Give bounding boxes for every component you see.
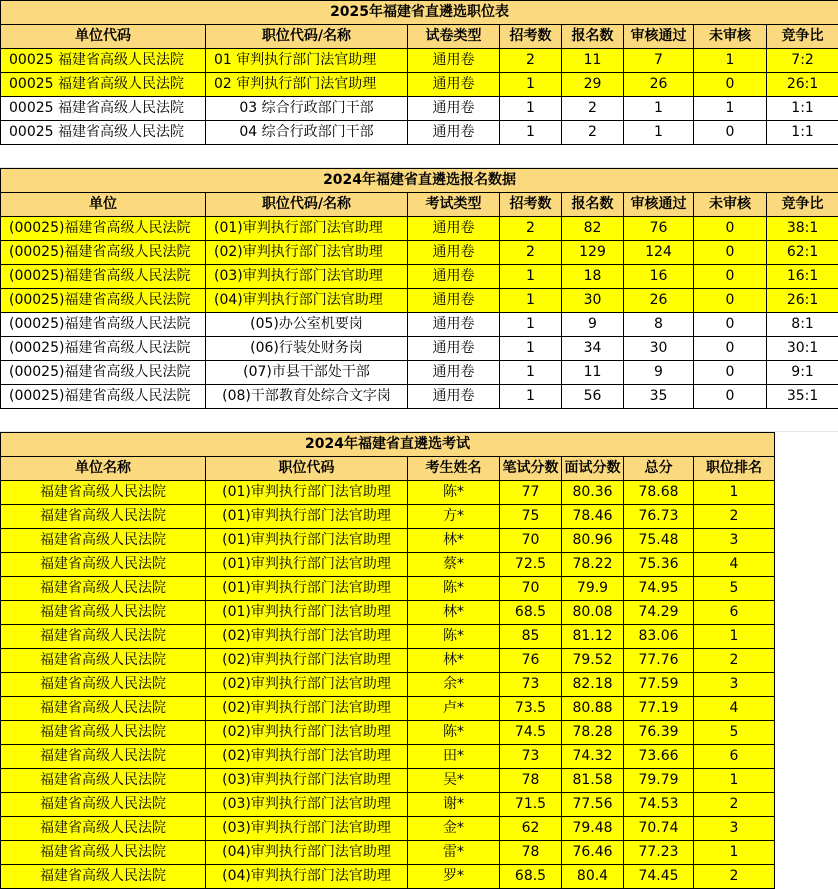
table-cell[interactable]: 74.5 — [500, 721, 562, 745]
table-cell[interactable]: 35:1 — [767, 385, 838, 409]
table-cell[interactable]: 4 — [694, 697, 775, 721]
table-title: 2025年福建省直遴选职位表 — [1, 1, 838, 25]
table-cell[interactable]: (07)市县干部处干部 — [206, 361, 408, 385]
table-cell[interactable]: 30 — [624, 337, 694, 361]
table-cell[interactable]: 72.5 — [500, 553, 562, 577]
table-cell[interactable]: 0 — [694, 73, 767, 97]
table-row — [1, 841, 775, 865]
table-row — [1, 793, 775, 817]
table-cell[interactable]: 00025 福建省高级人民法院 — [1, 73, 206, 97]
table-cell[interactable]: 福建省高级人民法院 — [1, 865, 206, 889]
table-cell[interactable]: (02)审判执行部门法官助理 — [206, 673, 408, 697]
column-header: 职位代码 — [206, 457, 408, 481]
table-cell[interactable]: 6 — [694, 745, 775, 769]
table-cell[interactable]: 26:1 — [767, 289, 838, 313]
table-cell[interactable]: 04 综合行政部门干部 — [206, 121, 408, 145]
column-header: 竞争比 — [767, 193, 838, 217]
table-row — [1, 697, 775, 721]
column-header: 招考数 — [500, 193, 562, 217]
table-cell[interactable]: 129 — [562, 241, 624, 265]
table-cell[interactable]: (00025)福建省高级人民法院 — [1, 217, 206, 241]
table-cell[interactable]: 79.9 — [562, 577, 624, 601]
table-cell[interactable]: 3 — [694, 529, 775, 553]
table-cell[interactable]: 78.46 — [562, 505, 624, 529]
table-cell[interactable]: 82.18 — [562, 673, 624, 697]
table-cell[interactable]: 5 — [694, 577, 775, 601]
table-cell[interactable]: 4 — [694, 553, 775, 577]
table-cell[interactable]: (08)干部教育处综合文字岗 — [206, 385, 408, 409]
table-cell[interactable]: 0 — [694, 241, 767, 265]
table-cell[interactable]: 75.48 — [624, 529, 694, 553]
table-cell[interactable]: 1 — [624, 121, 694, 145]
table-cell[interactable]: 76.46 — [562, 841, 624, 865]
table-cell[interactable]: 76 — [624, 217, 694, 241]
table-cell[interactable]: 70.74 — [624, 817, 694, 841]
table-cell[interactable]: 77.76 — [624, 649, 694, 673]
table-cell[interactable]: 78.28 — [562, 721, 624, 745]
table-cell[interactable]: 11 — [562, 361, 624, 385]
column-header: 面试分数 — [562, 457, 624, 481]
table-cell[interactable]: 70 — [500, 529, 562, 553]
table-cell[interactable]: 1 — [694, 769, 775, 793]
table-cell[interactable]: 1 — [694, 625, 775, 649]
header-row — [1, 25, 838, 49]
column-header: 单位代码 — [1, 25, 206, 49]
table-cell[interactable]: 79.52 — [562, 649, 624, 673]
table-cell[interactable]: 62:1 — [767, 241, 838, 265]
column-header: 考生姓名 — [408, 457, 500, 481]
table-cell[interactable]: 蔡* — [408, 553, 500, 577]
column-header: 竞争比 — [767, 25, 838, 49]
table-cell[interactable]: 0 — [694, 121, 767, 145]
table-cell[interactable]: 林* — [408, 601, 500, 625]
table-cell[interactable]: 1 — [694, 97, 767, 121]
table-cell[interactable]: (00025)福建省高级人民法院 — [1, 265, 206, 289]
table-cell[interactable]: (02)审判执行部门法官助理 — [206, 625, 408, 649]
table-cell[interactable]: (02)审判执行部门法官助理 — [206, 241, 408, 265]
header-row — [1, 457, 775, 481]
table-cell[interactable]: 3 — [694, 673, 775, 697]
table-cell[interactable]: 0 — [694, 337, 767, 361]
table-cell[interactable]: 00025 福建省高级人民法院 — [1, 121, 206, 145]
table-cell[interactable]: 福建省高级人民法院 — [1, 625, 206, 649]
table-cell[interactable]: 通用卷 — [408, 217, 500, 241]
table-cell[interactable]: 2 — [500, 49, 562, 73]
table-cell[interactable]: (04)审判执行部门法官助理 — [206, 289, 408, 313]
table-cell[interactable]: 68.5 — [500, 601, 562, 625]
table-cell[interactable]: 福建省高级人民法院 — [1, 817, 206, 841]
table-cell[interactable]: 0 — [694, 313, 767, 337]
table-cell[interactable]: (01)审判执行部门法官助理 — [206, 529, 408, 553]
table-cell[interactable]: 1 — [500, 121, 562, 145]
table-cell[interactable]: 陈* — [408, 577, 500, 601]
table-cell[interactable]: 罗* — [408, 865, 500, 889]
table-cell[interactable]: 85 — [500, 625, 562, 649]
table-cell[interactable]: 福建省高级人民法院 — [1, 745, 206, 769]
table-cell[interactable]: (00025)福建省高级人民法院 — [1, 337, 206, 361]
table-cell[interactable]: 田* — [408, 745, 500, 769]
table-cell[interactable]: 1 — [624, 97, 694, 121]
table-cell[interactable]: (01)审判执行部门法官助理 — [206, 553, 408, 577]
column-header: 职位代码/名称 — [206, 25, 408, 49]
table-cell[interactable]: 78.22 — [562, 553, 624, 577]
table-cell[interactable]: 福建省高级人民法院 — [1, 505, 206, 529]
table-cell[interactable]: 谢* — [408, 793, 500, 817]
table-cell[interactable]: 0 — [694, 217, 767, 241]
table-row — [1, 217, 838, 241]
table-cell[interactable]: 7 — [624, 49, 694, 73]
table-row — [1, 385, 838, 409]
table-cell[interactable]: 6 — [694, 601, 775, 625]
column-header: 未审核 — [694, 193, 767, 217]
table-cell[interactable]: 71.5 — [500, 793, 562, 817]
table-cell[interactable]: (02)审判执行部门法官助理 — [206, 649, 408, 673]
table-cell[interactable]: 73 — [500, 745, 562, 769]
table-cell[interactable]: 83.06 — [624, 625, 694, 649]
table-cell[interactable]: 吴* — [408, 769, 500, 793]
table-cell[interactable]: 82 — [562, 217, 624, 241]
table-cell[interactable]: 福建省高级人民法院 — [1, 841, 206, 865]
table-row — [1, 289, 838, 313]
table-title: 2024年福建省直遴选报名数据 — [1, 169, 838, 193]
table-cell[interactable]: (00025)福建省高级人民法院 — [1, 313, 206, 337]
table-cell[interactable]: 18 — [562, 265, 624, 289]
table-cell[interactable]: 通用卷 — [408, 73, 500, 97]
table-cell[interactable]: (00025)福建省高级人民法院 — [1, 241, 206, 265]
table-cell[interactable]: (00025)福建省高级人民法院 — [1, 385, 206, 409]
table-cell[interactable]: 福建省高级人民法院 — [1, 577, 206, 601]
table-cell[interactable]: 9 — [562, 313, 624, 337]
table-cell[interactable]: 福建省高级人民法院 — [1, 697, 206, 721]
table-cell[interactable]: (01)审判执行部门法官助理 — [206, 601, 408, 625]
table-cell[interactable]: (03)审判执行部门法官助理 — [206, 265, 408, 289]
table-cell[interactable]: (02)审判执行部门法官助理 — [206, 745, 408, 769]
table-cell[interactable]: 1 — [500, 73, 562, 97]
table-cell[interactable]: 2 — [500, 241, 562, 265]
table-cell[interactable]: 陈* — [408, 481, 500, 505]
table-row — [1, 577, 775, 601]
table-cell[interactable]: 陈* — [408, 625, 500, 649]
table-cell[interactable]: 1 — [500, 265, 562, 289]
table-cell[interactable]: 1 — [500, 289, 562, 313]
table-cell[interactable]: (01)审判执行部门法官助理 — [206, 481, 408, 505]
table-cell[interactable]: 70 — [500, 577, 562, 601]
table-cell[interactable]: 74.32 — [562, 745, 624, 769]
table-row — [1, 121, 838, 145]
table-2025-positions — [0, 0, 838, 145]
table-cell[interactable]: 2 — [500, 217, 562, 241]
table-cell[interactable]: 福建省高级人民法院 — [1, 721, 206, 745]
header-row — [1, 193, 838, 217]
table-cell[interactable]: (03)审判执行部门法官助理 — [206, 793, 408, 817]
table-cell[interactable]: (00025)福建省高级人民法院 — [1, 289, 206, 313]
table-cell[interactable]: 1 — [500, 361, 562, 385]
table-cell[interactable]: 62 — [500, 817, 562, 841]
table-cell[interactable]: 77.59 — [624, 673, 694, 697]
table-row — [1, 553, 775, 577]
table-cell[interactable]: 余* — [408, 673, 500, 697]
table-row — [1, 529, 775, 553]
table-cell[interactable]: 26:1 — [767, 73, 838, 97]
column-header: 职位排名 — [694, 457, 775, 481]
table-cell[interactable]: 80.36 — [562, 481, 624, 505]
table-cell[interactable]: 74.95 — [624, 577, 694, 601]
table-cell[interactable]: 80.88 — [562, 697, 624, 721]
table-cell[interactable]: 福建省高级人民法院 — [1, 481, 206, 505]
column-header: 单位 — [1, 193, 206, 217]
table-cell[interactable]: (04)审判执行部门法官助理 — [206, 865, 408, 889]
table-row — [1, 73, 838, 97]
column-header: 总分 — [624, 457, 694, 481]
table-cell[interactable]: (00025)福建省高级人民法院 — [1, 361, 206, 385]
table-cell[interactable]: 5 — [694, 721, 775, 745]
table-cell[interactable]: 金* — [408, 817, 500, 841]
table-row — [1, 769, 775, 793]
table-row — [1, 361, 838, 385]
table-cell[interactable]: 78 — [500, 841, 562, 865]
table-cell[interactable]: 73.66 — [624, 745, 694, 769]
column-header: 报名数 — [562, 25, 624, 49]
table-cell[interactable]: 1 — [500, 313, 562, 337]
table-cell[interactable]: 16 — [624, 265, 694, 289]
table-cell[interactable]: 1:1 — [767, 97, 838, 121]
table-cell[interactable]: 2 — [562, 121, 624, 145]
table-cell[interactable]: 75 — [500, 505, 562, 529]
table-cell[interactable]: 福建省高级人民法院 — [1, 793, 206, 817]
table-cell[interactable]: 8:1 — [767, 313, 838, 337]
table-cell[interactable]: 38:1 — [767, 217, 838, 241]
table-cell[interactable]: 75.36 — [624, 553, 694, 577]
table-cell[interactable]: 雷* — [408, 841, 500, 865]
table-2024-registration — [0, 168, 838, 409]
table-row — [1, 721, 775, 745]
table-cell[interactable]: 76 — [500, 649, 562, 673]
table-2024-exam — [0, 432, 775, 889]
table-cell[interactable]: 0 — [694, 265, 767, 289]
table-cell[interactable]: 77.23 — [624, 841, 694, 865]
table-cell[interactable]: (03)审判执行部门法官助理 — [206, 817, 408, 841]
table-cell[interactable]: 68.5 — [500, 865, 562, 889]
table-cell[interactable]: 78.68 — [624, 481, 694, 505]
table-cell[interactable]: 34 — [562, 337, 624, 361]
table-cell[interactable]: 3 — [694, 817, 775, 841]
table-cell[interactable]: 2 — [694, 649, 775, 673]
table-cell[interactable]: 2 — [694, 865, 775, 889]
table-row — [1, 673, 775, 697]
table-cell[interactable]: 8 — [624, 313, 694, 337]
table-cell[interactable]: 9 — [624, 361, 694, 385]
table-cell[interactable]: 79.48 — [562, 817, 624, 841]
table-cell[interactable]: 福建省高级人民法院 — [1, 673, 206, 697]
table-cell[interactable]: 1 — [500, 337, 562, 361]
table-cell[interactable]: 1 — [500, 385, 562, 409]
table-cell[interactable]: (05)办公室机要岗 — [206, 313, 408, 337]
table-cell[interactable]: 81.12 — [562, 625, 624, 649]
table-cell[interactable]: (01)审判执行部门法官助理 — [206, 505, 408, 529]
table-row — [1, 649, 775, 673]
table-cell[interactable]: 30:1 — [767, 337, 838, 361]
table-row — [1, 505, 775, 529]
table-cell[interactable]: 11 — [562, 49, 624, 73]
column-header: 考试类型 — [408, 193, 500, 217]
table-row — [1, 817, 775, 841]
table-cell[interactable]: 通用卷 — [408, 385, 500, 409]
table-cell[interactable]: 29 — [562, 73, 624, 97]
table-cell[interactable]: 00025 福建省高级人民法院 — [1, 97, 206, 121]
table-cell[interactable]: 2 — [694, 505, 775, 529]
column-header: 招考数 — [500, 25, 562, 49]
table-cell[interactable]: 福建省高级人民法院 — [1, 601, 206, 625]
table-cell[interactable]: 01 审判执行部门法官助理 — [206, 49, 408, 73]
column-header: 未审核 — [694, 25, 767, 49]
table-cell[interactable]: 03 综合行政部门干部 — [206, 97, 408, 121]
table-cell[interactable]: 78 — [500, 769, 562, 793]
table-cell[interactable]: 77.19 — [624, 697, 694, 721]
table-cell[interactable]: 通用卷 — [408, 265, 500, 289]
table-cell[interactable]: 1 — [500, 97, 562, 121]
table-cell[interactable]: 通用卷 — [408, 121, 500, 145]
table-cell[interactable]: 77 — [500, 481, 562, 505]
table-cell[interactable]: 80.96 — [562, 529, 624, 553]
table-row — [1, 337, 838, 361]
table-cell[interactable]: (03)审判执行部门法官助理 — [206, 769, 408, 793]
table-cell[interactable]: 35 — [624, 385, 694, 409]
column-header: 职位代码/名称 — [206, 193, 408, 217]
table-row — [1, 625, 775, 649]
table-cell[interactable]: 2 — [562, 97, 624, 121]
table-cell[interactable]: 通用卷 — [408, 337, 500, 361]
table-cell[interactable]: 124 — [624, 241, 694, 265]
column-header: 报名数 — [562, 193, 624, 217]
table-cell[interactable]: (04)审判执行部门法官助理 — [206, 841, 408, 865]
table-cell[interactable]: 76.73 — [624, 505, 694, 529]
column-header: 单位名称 — [1, 457, 206, 481]
table-title: 2024年福建省直遴选考试 — [1, 433, 775, 457]
table-cell[interactable]: 福建省高级人民法院 — [1, 553, 206, 577]
table-row — [1, 313, 838, 337]
table-cell[interactable]: 通用卷 — [408, 97, 500, 121]
table-cell[interactable]: 0 — [694, 361, 767, 385]
table-cell[interactable]: 林* — [408, 649, 500, 673]
table-cell[interactable]: 1 — [694, 49, 767, 73]
table-cell[interactable]: 76.39 — [624, 721, 694, 745]
table-cell[interactable]: 陈* — [408, 721, 500, 745]
table-row — [1, 49, 838, 73]
table-cell[interactable]: 81.58 — [562, 769, 624, 793]
table-cell[interactable]: 1 — [694, 481, 775, 505]
table-row — [1, 745, 775, 769]
table-cell[interactable]: 通用卷 — [408, 241, 500, 265]
table-cell[interactable]: 7:2 — [767, 49, 838, 73]
table-cell[interactable]: 0 — [694, 385, 767, 409]
table-cell[interactable]: 74.45 — [624, 865, 694, 889]
table-cell[interactable]: (01)审判执行部门法官助理 — [206, 217, 408, 241]
column-header: 笔试分数 — [500, 457, 562, 481]
table-row — [1, 97, 838, 121]
table-cell[interactable]: 26 — [624, 73, 694, 97]
table-cell[interactable]: 79.79 — [624, 769, 694, 793]
table-cell[interactable]: 福建省高级人民法院 — [1, 529, 206, 553]
table-cell[interactable]: 26 — [624, 289, 694, 313]
table-cell[interactable]: 56 — [562, 385, 624, 409]
table-cell[interactable]: 73.5 — [500, 697, 562, 721]
table-cell[interactable]: (06)行装处财务岗 — [206, 337, 408, 361]
table-cell[interactable]: 通用卷 — [408, 313, 500, 337]
table-cell[interactable]: 方* — [408, 505, 500, 529]
table-cell[interactable]: 80.08 — [562, 601, 624, 625]
table-cell[interactable]: (01)审判执行部门法官助理 — [206, 577, 408, 601]
table-cell[interactable]: 通用卷 — [408, 49, 500, 73]
table-row — [1, 865, 775, 889]
table-cell[interactable]: 30 — [562, 289, 624, 313]
table-cell[interactable]: 80.4 — [562, 865, 624, 889]
table-cell[interactable]: 74.53 — [624, 793, 694, 817]
column-header: 试卷类型 — [408, 25, 500, 49]
table-cell[interactable]: 2 — [694, 793, 775, 817]
table-cell[interactable]: 0 — [694, 289, 767, 313]
table-cell[interactable]: 77.56 — [562, 793, 624, 817]
table-row — [1, 265, 838, 289]
table-cell[interactable]: 通用卷 — [408, 361, 500, 385]
table-cell[interactable]: 福建省高级人民法院 — [1, 769, 206, 793]
table-cell[interactable]: 00025 福建省高级人民法院 — [1, 49, 206, 73]
table-cell[interactable]: 福建省高级人民法院 — [1, 649, 206, 673]
table-cell[interactable]: (02)审判执行部门法官助理 — [206, 721, 408, 745]
table-row — [1, 481, 775, 505]
table-cell[interactable]: 林* — [408, 529, 500, 553]
table-cell[interactable]: 卢* — [408, 697, 500, 721]
table-cell[interactable]: 1 — [694, 841, 775, 865]
table-cell[interactable]: 02 审判执行部门法官助理 — [206, 73, 408, 97]
table-cell[interactable]: 74.29 — [624, 601, 694, 625]
table-cell[interactable]: 9:1 — [767, 361, 838, 385]
table-cell[interactable]: 73 — [500, 673, 562, 697]
table-cell[interactable]: 1:1 — [767, 121, 838, 145]
column-header: 审核通过 — [624, 193, 694, 217]
table-cell[interactable]: 16:1 — [767, 265, 838, 289]
table-row — [1, 601, 775, 625]
table-cell[interactable]: 通用卷 — [408, 289, 500, 313]
table-row — [1, 241, 838, 265]
table-cell[interactable]: (02)审判执行部门法官助理 — [206, 697, 408, 721]
column-header: 审核通过 — [624, 25, 694, 49]
